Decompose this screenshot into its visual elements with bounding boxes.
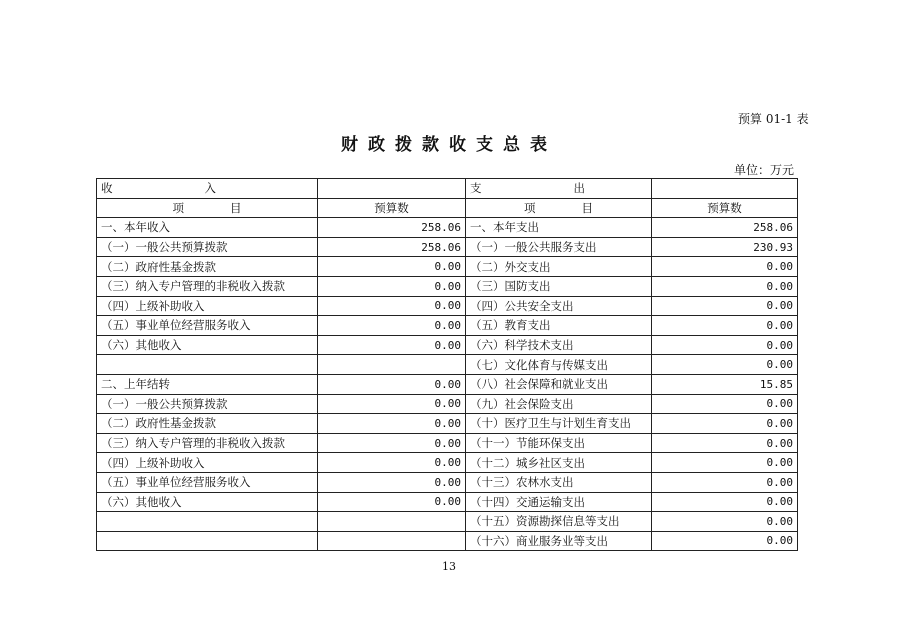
expense-amount-cell: 0.00	[652, 394, 798, 414]
budget-table	[96, 178, 798, 551]
income-amount-cell: 258.06	[318, 237, 466, 257]
table-row	[97, 512, 798, 532]
income-item-cell: （二）政府性基金拨款	[97, 414, 318, 434]
income-item-cell: （四）上级补助收入	[97, 453, 318, 473]
expense-item-cell: （四）公共安全支出	[466, 296, 652, 316]
expense-amount-cell: 0.00	[652, 335, 798, 355]
income-item-cell: 二、上年结转	[97, 374, 318, 394]
expense-item-cell: （十二）城乡社区支出	[466, 453, 652, 473]
expense-item-cell: （一）一般公共服务支出	[466, 237, 652, 257]
table-row	[97, 218, 798, 238]
expense-item-cell: （十三）农林水支出	[466, 472, 652, 492]
income-item-cell: （一）一般公共预算拨款	[97, 237, 318, 257]
expense-item-cell: （十一）节能环保支出	[466, 433, 652, 453]
income-amount-cell: 0.00	[318, 276, 466, 296]
expense-header: 支 出	[466, 179, 652, 199]
expense-amount-cell: 15.85	[652, 374, 798, 394]
expense-item-cell: （九）社会保险支出	[466, 394, 652, 414]
expense-item-cell: （十四）交通运输支出	[466, 492, 652, 512]
expense-amount-cell: 0.00	[652, 492, 798, 512]
income-item-cell	[97, 531, 318, 551]
expense-amount-cell: 0.00	[652, 512, 798, 532]
income-amount-cell: 258.06	[318, 218, 466, 238]
table-row	[97, 531, 798, 551]
expense-item-cell: （八）社会保障和就业支出	[466, 374, 652, 394]
income-amount-cell: 0.00	[318, 296, 466, 316]
form-code: 预算 01-1 表	[738, 112, 809, 126]
expense-item-cell: （三）国防支出	[466, 276, 652, 296]
expense-item-cell: 一、本年支出	[466, 218, 652, 238]
table-row	[97, 394, 798, 414]
table-row	[97, 492, 798, 512]
expense-amount-cell: 0.00	[652, 316, 798, 336]
income-item-cell: （五）事业单位经营服务收入	[97, 316, 318, 336]
income-amount-cell: 0.00	[318, 316, 466, 336]
expense-amount-cell: 0.00	[652, 276, 798, 296]
income-amount-cell: 0.00	[318, 472, 466, 492]
income-amount-cell: 0.00	[318, 414, 466, 434]
expense-amount-cell: 230.93	[652, 237, 798, 257]
expense-item-cell: （五）教育支出	[466, 316, 652, 336]
expense-header-blank	[652, 179, 798, 199]
table-row	[97, 414, 798, 434]
income-item-cell: 一、本年收入	[97, 218, 318, 238]
income-item-header: 项 目	[97, 198, 318, 218]
income-amount-cell	[318, 512, 466, 532]
income-item-cell: （四）上级补助收入	[97, 296, 318, 316]
expense-amount-cell: 0.00	[652, 472, 798, 492]
table-row	[97, 257, 798, 277]
income-item-cell: （三）纳入专户管理的非税收入拨款	[97, 276, 318, 296]
income-amount-cell: 0.00	[318, 433, 466, 453]
expense-item-cell: （二）外交支出	[466, 257, 652, 277]
expense-amount-cell: 0.00	[652, 453, 798, 473]
expense-amount-cell: 0.00	[652, 355, 798, 375]
page-number: 13	[442, 560, 456, 573]
income-amount-header: 预算数	[318, 198, 466, 218]
income-item-cell: （五）事业单位经营服务收入	[97, 472, 318, 492]
expense-item-cell: （六）科学技术支出	[466, 335, 652, 355]
expense-item-cell: （十五）资源勘探信息等支出	[466, 512, 652, 532]
income-amount-cell: 0.00	[318, 492, 466, 512]
income-item-cell	[97, 512, 318, 532]
income-item-cell: （二）政府性基金拨款	[97, 257, 318, 277]
income-item-cell: （一）一般公共预算拨款	[97, 394, 318, 414]
table-row	[97, 453, 798, 473]
income-item-cell	[97, 355, 318, 375]
page-title: 财政拨款收支总表	[341, 135, 557, 155]
income-item-cell: （六）其他收入	[97, 335, 318, 355]
table-row	[97, 374, 798, 394]
expense-item-cell: （十六）商业服务业等支出	[466, 531, 652, 551]
income-amount-cell: 0.00	[318, 335, 466, 355]
income-header: 收 入	[97, 179, 318, 199]
expense-item-cell: （十）医疗卫生与计划生育支出	[466, 414, 652, 434]
expense-amount-cell: 0.00	[652, 257, 798, 277]
income-amount-cell: 0.00	[318, 453, 466, 473]
income-amount-cell	[318, 355, 466, 375]
income-item-cell: （六）其他收入	[97, 492, 318, 512]
table-row	[97, 237, 798, 257]
income-amount-cell: 0.00	[318, 374, 466, 394]
expense-amount-cell: 0.00	[652, 531, 798, 551]
income-amount-cell: 0.00	[318, 394, 466, 414]
table-row	[97, 316, 798, 336]
income-amount-cell	[318, 531, 466, 551]
table-row	[97, 433, 798, 453]
table-row	[97, 335, 798, 355]
expense-amount-cell: 0.00	[652, 433, 798, 453]
expense-amount-header: 预算数	[652, 198, 798, 218]
table-row	[97, 355, 798, 375]
table-row	[97, 472, 798, 492]
expense-item-header: 项 目	[466, 198, 652, 218]
expense-amount-cell: 0.00	[652, 296, 798, 316]
expense-amount-cell: 258.06	[652, 218, 798, 238]
table-row	[97, 296, 798, 316]
expense-amount-cell: 0.00	[652, 414, 798, 434]
unit-label: 单位：万元	[734, 163, 795, 177]
income-amount-cell: 0.00	[318, 257, 466, 277]
income-header-blank	[318, 179, 466, 199]
expense-item-cell: （七）文化体育与传媒支出	[466, 355, 652, 375]
income-item-cell: （三）纳入专户管理的非税收入拨款	[97, 433, 318, 453]
table-row	[97, 276, 798, 296]
column-header-row	[97, 198, 798, 218]
section-header-row	[97, 179, 798, 199]
